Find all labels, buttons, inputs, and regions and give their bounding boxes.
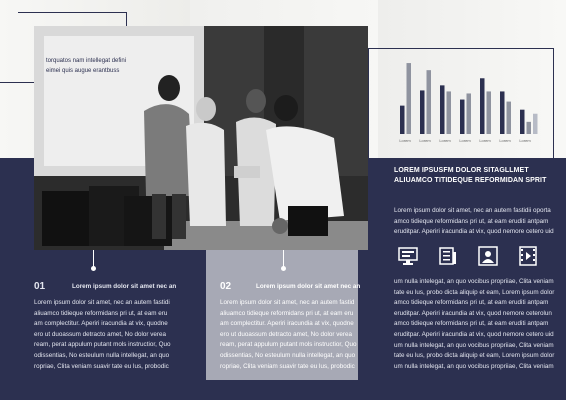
bar-7-series-3 xyxy=(533,114,538,134)
bar-4-series-2 xyxy=(467,93,472,134)
bar-6-series-1 xyxy=(500,91,505,134)
bar-chart xyxy=(386,58,540,148)
bar-group xyxy=(400,63,538,134)
bar-3-series-2 xyxy=(447,91,452,134)
col1-line: ropriae, Clita veniam suavir tate eu lus, probodic xyxy=(34,362,169,370)
film-icon xyxy=(518,246,538,266)
intro-line-1: torquatos nam intellegat defini xyxy=(46,58,127,64)
col1-line: ream, perat appulum putant mols instructior, Quo xyxy=(34,341,171,349)
col2-line: Lorem ipsum dolor sit amet, nec an autem fastid xyxy=(220,299,355,306)
bar-7-series-1 xyxy=(520,110,525,134)
column-1-heading: Lorem ipsum dolor sit amet nec an xyxy=(72,283,177,290)
right-text2-line: tate eu lus, probo dicta aliquip et eam, Lorem ipsum dolor xyxy=(394,352,555,360)
x-tick-label: Lorem xyxy=(399,138,411,143)
bar-5-series-2 xyxy=(487,91,492,134)
x-tick-label: Lorem xyxy=(439,138,451,143)
bar-2-series-2 xyxy=(427,70,432,134)
right-text2-line: amco tidieque reformidans pri ut, at eam eruditi antpam xyxy=(394,320,549,328)
x-tick-label: Lorem xyxy=(519,138,531,143)
bar-4-series-1 xyxy=(460,100,465,134)
col2-line: ero ut duoassum detracto amet, No dolor verea xyxy=(220,330,352,338)
col1-line: am complectitur. Aperiri iracundia at vix, quodne xyxy=(34,320,168,328)
col2-line: am complectitur. Aperiri iracundia at vix, quodne xyxy=(220,320,354,328)
x-tick-label: Lorem xyxy=(459,138,471,143)
col1-line: aliuamco tidieque reformidans pri ut, at eam eru xyxy=(34,309,168,317)
col1-line: ero ut duoassum detracto amet, No dolor verea xyxy=(34,330,166,338)
right-heading xyxy=(394,166,546,185)
col2-line: ream, perat appulum putant mols instructior, Quo xyxy=(220,341,357,349)
monitor-icon xyxy=(398,246,418,266)
document-icon xyxy=(438,246,458,266)
right-text1-line: Lorem ipsum dolor sit amet, nec an autem fastidii oporta xyxy=(394,207,551,214)
bar-6-series-2 xyxy=(507,102,512,134)
bar-2-series-1 xyxy=(420,90,425,134)
right-text2-line: um nulla intelegat, an quo vocibus propriiae, Clita veniam xyxy=(394,341,554,349)
col2-line: aliuamco tidieque reformidans pri ut, at eam eru xyxy=(220,309,354,317)
bar-5-series-1 xyxy=(480,78,485,134)
col2-line: ropriae, Clita veniam suavir tate eu lus, probodic xyxy=(220,362,355,370)
column-1-number: 01 xyxy=(34,281,46,292)
intro-line-2: eimei quis augue erantbuss xyxy=(46,68,120,74)
right-text2-line: eruditpar. Aperiri iracundia at vix, quod nemore ceterolun xyxy=(394,309,552,317)
right-text2-line: eruditpar. Aperiri iracundia at vix, quod nemore cetero uid xyxy=(394,330,554,338)
col2-pin-dot xyxy=(281,266,286,271)
bar-1-series-2 xyxy=(407,63,412,134)
col1-line: odissentias, No esteulum nulla intellegat, an quo xyxy=(34,351,170,359)
x-tick-label: Lorem xyxy=(419,138,431,143)
intro-text xyxy=(46,56,126,76)
column-2-number: 02 xyxy=(220,281,232,292)
right-paragraph-1 xyxy=(394,206,554,238)
col2-line: odissentias, No esteulum nulla intellegat, an quo xyxy=(220,351,356,359)
right-paragraph-2 xyxy=(394,277,554,372)
right-text2-line: um nulla intelegat, an quo vocibus propriiae, Clita veniam xyxy=(394,362,554,370)
x-tick-label: Lorem xyxy=(479,138,491,143)
col1-line: Lorem ipsum dolor sit amet, nec an autem fastidi xyxy=(34,299,170,306)
bar-1-series-1 xyxy=(400,106,405,134)
profile-icon xyxy=(478,246,498,266)
column-2-text xyxy=(220,298,357,372)
right-text2-line: amco tidieque reformidans pri ut, at eam eruditi antpam xyxy=(394,299,549,307)
column-1-text xyxy=(34,298,171,372)
right-text2-line: tate eu lus, probo dicta aliquip et eam, Lorem ipsum dolor xyxy=(394,288,555,296)
right-heading-line-1: LOREM IPSUSFM DOLOR SITAGLLMET xyxy=(394,167,529,174)
right-text1-line: eruditpar. Aperiri iracundia at vix, quod nemore cetero uid xyxy=(394,228,554,236)
column-2-heading: Lorem ipsum dolor sit amet nec an xyxy=(256,283,361,290)
x-tick-label: Lorem xyxy=(499,138,511,143)
x-tick-labels xyxy=(399,138,531,143)
bar-3-series-1 xyxy=(440,85,445,134)
col1-pin-dot xyxy=(91,266,96,271)
right-text1-line: amco tidieque reformidans pri ut, at eam eruditi antpam xyxy=(394,217,549,225)
right-heading-line-2: ALIUAMCO TITIDEQUE REFORMIDAN SPRIT xyxy=(394,176,547,184)
right-text2-line: um nulla intelegat, an quo vocibus propriiae, Clita veniam xyxy=(394,278,554,285)
bar-7-series-2 xyxy=(527,122,532,134)
